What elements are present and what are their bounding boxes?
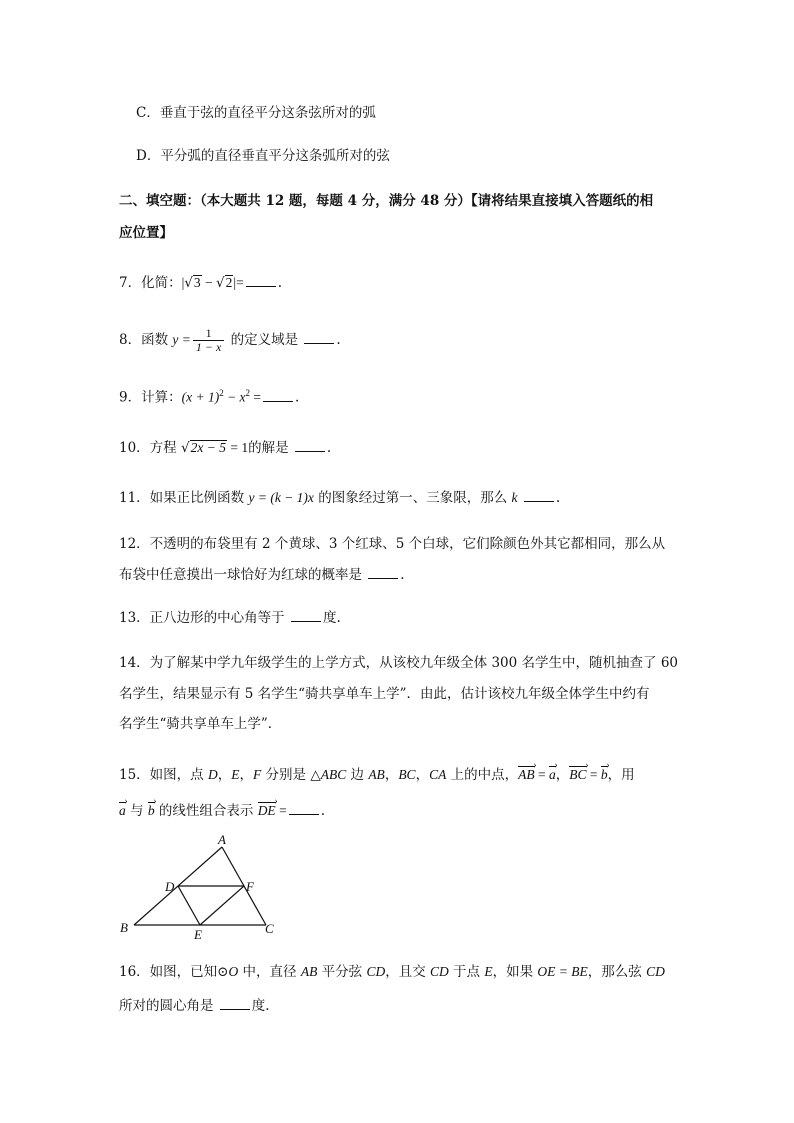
q10-answer-blank[interactable] (295, 439, 325, 452)
q12-answer-blank[interactable] (368, 566, 398, 579)
q8-denominator: 1 − x (195, 340, 222, 354)
label-b: B (120, 920, 128, 935)
q15-comma-1: ， (217, 767, 232, 783)
q13-end: 度. (322, 610, 341, 626)
q16-diameter-ab: AB (300, 964, 318, 979)
q16-mid: 中，直径 (238, 964, 301, 980)
q10-eq: = 1 (226, 440, 249, 455)
q7-abs-open: | (181, 275, 185, 290)
q10-end: . (326, 440, 332, 456)
q15-mid2: 边 (346, 767, 369, 783)
q15-point-d: D (207, 767, 218, 782)
q11-answer-blank[interactable] (524, 489, 554, 502)
q9-prefix: 9．计算： (119, 389, 182, 406)
q16-mid6: ，那么弦 (587, 964, 647, 980)
q16-mid3: ，且交 (385, 964, 430, 980)
q15-mid3: 上的中点， (446, 767, 519, 783)
q16-chord-cd: CD (366, 964, 386, 979)
q8-numerator: 1 (193, 327, 224, 341)
q10-prefix: 10．方程 (119, 440, 181, 456)
label-e: E (194, 927, 202, 942)
section-title-line1: 二、填空题：（本大题共 12 题，每题 4 分，满分 48 分）【请将结果直接填入答题纸的相 (119, 193, 654, 209)
q8-suffix: 的定义域是 (226, 332, 299, 348)
question-13 (119, 608, 341, 628)
q11-prefix: 11．如果正比例函数 (119, 490, 249, 506)
question-14-line1: 14．为了解某中学九年级学生的上学方式，从该校九年级全体 300 名学生中，随机抽查了 60 (119, 655, 678, 671)
q7-minus: − (201, 275, 217, 290)
q9-eq: = (250, 389, 262, 405)
q11-end: . (555, 490, 561, 506)
question-12-line1: 12．不透明的布袋里有 2 个黄球、3 个红球、5 个白球，它们除颜色外其它都相同，那么从 (119, 536, 666, 552)
option-d: D．平分弧的直径垂直平分这条弧所对的弦 (136, 148, 390, 164)
q11-mid: 的图象经过第一、三象限，那么 (313, 490, 512, 506)
question-11 (119, 488, 560, 508)
q16-condition: OE = BE (537, 964, 588, 979)
q15-side-ab: AB (368, 767, 385, 782)
q16-mid4: 于点 (448, 964, 485, 980)
label-f: F (246, 879, 254, 894)
q15-l2-eq: = (275, 803, 287, 818)
q15-eq-b: = (586, 767, 601, 782)
q15-tail: ，用 (607, 767, 635, 783)
segment-ef-line (200, 886, 244, 925)
q13-prefix: 13．正八边形的中心角等于 (119, 610, 285, 626)
q16-chord-cd-3: CD (646, 964, 665, 979)
q9-end: . (295, 389, 300, 406)
label-a: A (218, 835, 226, 847)
q9-sup-2: 2 (245, 388, 251, 398)
q15-point-e: E (231, 767, 240, 782)
q11-k: k (511, 490, 518, 505)
q12-end: . (400, 567, 405, 583)
q7-prefix: 7．化简： (119, 275, 182, 291)
question-7: 7．化简：|√3 − √2|= . (119, 275, 283, 291)
q13-answer-blank[interactable] (291, 609, 321, 622)
question-15-line1 (119, 765, 635, 785)
q16-mid2: 平分弦 (317, 964, 367, 980)
q16-center-o: O (228, 964, 239, 979)
q15-l2-vector-a: a › (119, 801, 126, 821)
q8-fraction (193, 327, 224, 354)
triangle-figure (114, 835, 284, 945)
section-title-line2: 应位置】 (119, 225, 173, 241)
q9-expr: (x + 1) (181, 389, 220, 405)
q15-mid: 分别是 (261, 767, 311, 783)
question-15-line2 (119, 801, 325, 821)
q15-side-ca: CA (429, 767, 447, 782)
label-d: D (165, 879, 175, 894)
q15-side-bc: BC (398, 767, 416, 782)
q15-point-f: F (252, 767, 262, 782)
q15-end: . (320, 803, 325, 819)
q9-sup-1: 2 (219, 388, 224, 398)
label-c: C (265, 921, 274, 936)
q15-eq-a: = (534, 767, 550, 782)
q12-line2-text: 布袋中任意摸出一球恰好为红球的概率是 (119, 567, 362, 583)
q7-answer-blank[interactable] (246, 274, 276, 287)
q16-chord-cd-2: CD (430, 964, 449, 979)
q16-answer-blank[interactable] (220, 997, 250, 1010)
q15-comma-5: ， (555, 767, 570, 783)
q8-end: . (336, 332, 341, 348)
q15-l2-mid: 的线性组合表示 (154, 803, 258, 819)
q15-l2-vector-b: b › (148, 801, 155, 821)
question-14-line2: 名学生，结果显示有 5 名学生“骑共享单车上学”．由此，估计该校九年级全体学生中约有 (119, 686, 650, 702)
option-c: C．垂直于弦的直径平分这条弦所对的弧 (136, 105, 376, 121)
q15-vector-de: DE › (258, 801, 276, 821)
q15-comma-2: ， (239, 767, 253, 783)
q7-suffix: . (277, 275, 283, 291)
q15-vector-bc: BC › (569, 765, 586, 785)
q15-prefix: 15．如图，点 (119, 767, 208, 783)
question-9 (119, 383, 299, 408)
question-8 (119, 327, 341, 354)
question-10: 10．方程 √2x − 5 = 1的解是 . (119, 440, 332, 456)
segment-de-line (178, 886, 200, 925)
q16-end: 度. (251, 998, 270, 1014)
q15-l2-and: 与 (125, 803, 148, 819)
q15-vector-b: b › (601, 765, 608, 785)
q16-line2-text: 所对的圆心角是 (119, 998, 214, 1014)
q8-answer-blank[interactable] (304, 331, 334, 344)
q8-prefix: 8．函数 (119, 332, 173, 348)
question-14-line3: 名学生“骑共享单车上学”． (119, 716, 282, 732)
question-12-line2 (119, 565, 405, 585)
question-16-line1 (119, 962, 665, 982)
q8-y-eq: y = (172, 332, 191, 347)
q15-comma-3: ， (384, 767, 399, 783)
q7-radicand-1: 3 (193, 275, 201, 290)
q15-vector-a: a › (549, 765, 556, 785)
q15-triangle: △ABC (310, 767, 347, 782)
q9-answer-blank[interactable] (263, 389, 293, 402)
q16-point-e: E (484, 964, 493, 979)
q7-abs-close: |= (233, 275, 244, 290)
q11-expr: y = (k − 1)x (248, 490, 314, 505)
q15-comma-4: ， (415, 767, 430, 783)
q15-vector-ab: AB › (518, 765, 535, 785)
q9-mid: − x (223, 389, 246, 405)
question-16-line2 (119, 996, 270, 1016)
q15-answer-blank[interactable] (289, 802, 319, 815)
q16-mid5: ，如果 (492, 964, 538, 980)
q10-suffix: 的解是 (248, 440, 289, 456)
q16-prefix: 16．如图，已知⊙ (119, 964, 229, 980)
q7-radicand-2: 2 (225, 275, 233, 290)
q10-radicand: 2x − 5 (190, 440, 226, 455)
